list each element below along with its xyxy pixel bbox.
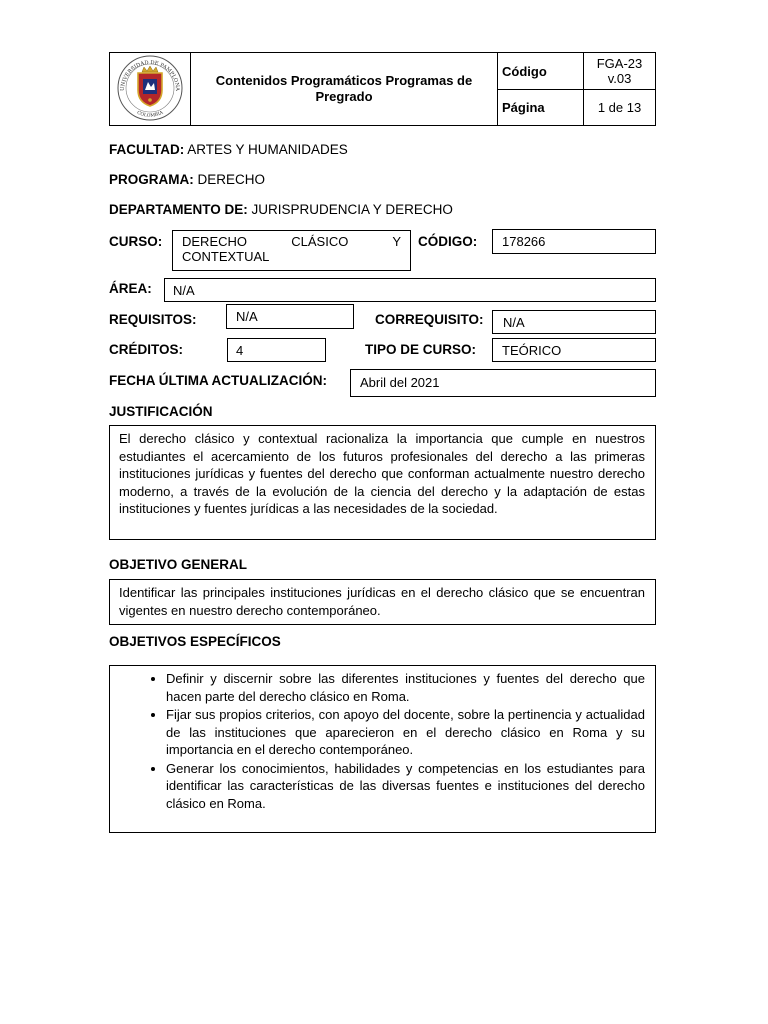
codigo-value: 178266	[502, 234, 546, 249]
page-label: Página	[498, 90, 584, 126]
curso-value-line2: CONTEXTUAL	[182, 249, 270, 264]
area-value: N/A	[173, 283, 195, 298]
facultad-row	[109, 142, 348, 157]
page-value: 1 de 13	[584, 90, 656, 126]
programa-value: DERECHO	[197, 172, 266, 187]
creditos-value: 4	[236, 343, 244, 358]
departamento-row	[109, 202, 453, 217]
fecha-field	[350, 369, 656, 397]
university-seal-logo	[115, 54, 185, 122]
tipo-curso-value: TEÓRICO	[502, 343, 562, 358]
list-item: • Generar los conocimientos, habilidades y competencias en los estudiantes para identificar las características de las diversas fuentes e instituciones del derecho clásico en Roma.	[166, 760, 645, 813]
objetivos-especificos-heading: OBJETIVOS ESPECÍFICOS	[109, 634, 281, 649]
requisitos-value: N/A	[236, 309, 258, 324]
tipo-curso-field	[492, 338, 656, 362]
area-label: ÁREA:	[109, 281, 152, 296]
creditos-label: CRÉDITOS:	[109, 342, 184, 357]
justificacion-heading: JUSTIFICACIÓN	[109, 404, 213, 419]
tipo-curso-label: TIPO DE CURSO:	[365, 342, 477, 357]
list-item: • Definir y discernir sobre las diferentes instituciones y fuentes del derecho que hacen parte del derecho clásico en Roma.	[166, 670, 645, 705]
seal-ring-text-bottom: COLOMBIA	[135, 110, 165, 119]
justificacion-box	[109, 425, 656, 540]
area-field	[164, 278, 656, 302]
correquisito-value: N/A	[503, 315, 525, 330]
departamento-value: JURISPRUDENCIA Y DERECHO	[251, 202, 453, 217]
curso-value-line1: DERECHO CLÁSICO Y	[182, 234, 401, 249]
fecha-value: Abril del 2021	[360, 375, 440, 390]
facultad-value: ARTES Y HUMANIDADES	[187, 142, 348, 157]
list-item: • Fijar sus propios criterios, con apoyo del docente, sobre la pertinencia y actualidad de las instituciones que aparecieron en el derecho clásico en Roma y su importancia en el derecho contemporáneo.	[166, 706, 645, 759]
fecha-label: FECHA ÚLTIMA ACTUALIZACIÓN:	[109, 373, 327, 388]
curso-label: CURSO:	[109, 234, 163, 249]
requisitos-label: REQUISITOS:	[109, 312, 197, 327]
codigo-label: CÓDIGO:	[418, 234, 478, 249]
requisitos-field	[226, 304, 354, 329]
programa-label: PROGRAMA:	[109, 172, 194, 187]
creditos-field	[227, 338, 326, 362]
departamento-label: DEPARTAMENTO DE:	[109, 202, 248, 217]
objetivo-general-text: Identificar las principales instituciones jurídicas en el derecho clásico que se encuentran vigentes en nuestro derecho contemporáneo.	[119, 585, 645, 618]
code-label: Código	[498, 53, 584, 90]
objetivos-especificos-box	[109, 665, 656, 833]
logo-cell	[110, 53, 191, 126]
programa-row	[109, 172, 265, 187]
correquisito-label: CORREQUISITO:	[375, 312, 484, 327]
document-title: Contenidos Programáticos Programas de Pregrado	[191, 53, 498, 126]
curso-field	[172, 230, 411, 271]
seal-ring-text-top: UNIVERSIDAD DE PAMPLONA	[119, 59, 181, 91]
correquisito-field	[492, 310, 656, 334]
objetivo-general-heading: OBJETIVO GENERAL	[109, 557, 248, 572]
objetivos-especificos-list	[110, 670, 645, 813]
document-header	[109, 52, 656, 126]
codigo-field	[492, 229, 656, 254]
objetivo-general-box	[109, 579, 656, 625]
justificacion-text: El derecho clásico y contextual racionaliza la importancia que cumple en nuestros estudiantes el acercamiento de los futuros profesionales del derecho a las primeras instituciones jurídicas y fuentes del derecho que conforman actualmente nuestro derecho moderno, a través de la evolución de la ciencia del derecho y la adaptación de estas instituciones y fuentes jurídicas a las necesidades de la sociedad.	[119, 431, 645, 516]
facultad-label: FACULTAD:	[109, 142, 185, 157]
code-value: FGA-23 v.03	[584, 53, 656, 90]
